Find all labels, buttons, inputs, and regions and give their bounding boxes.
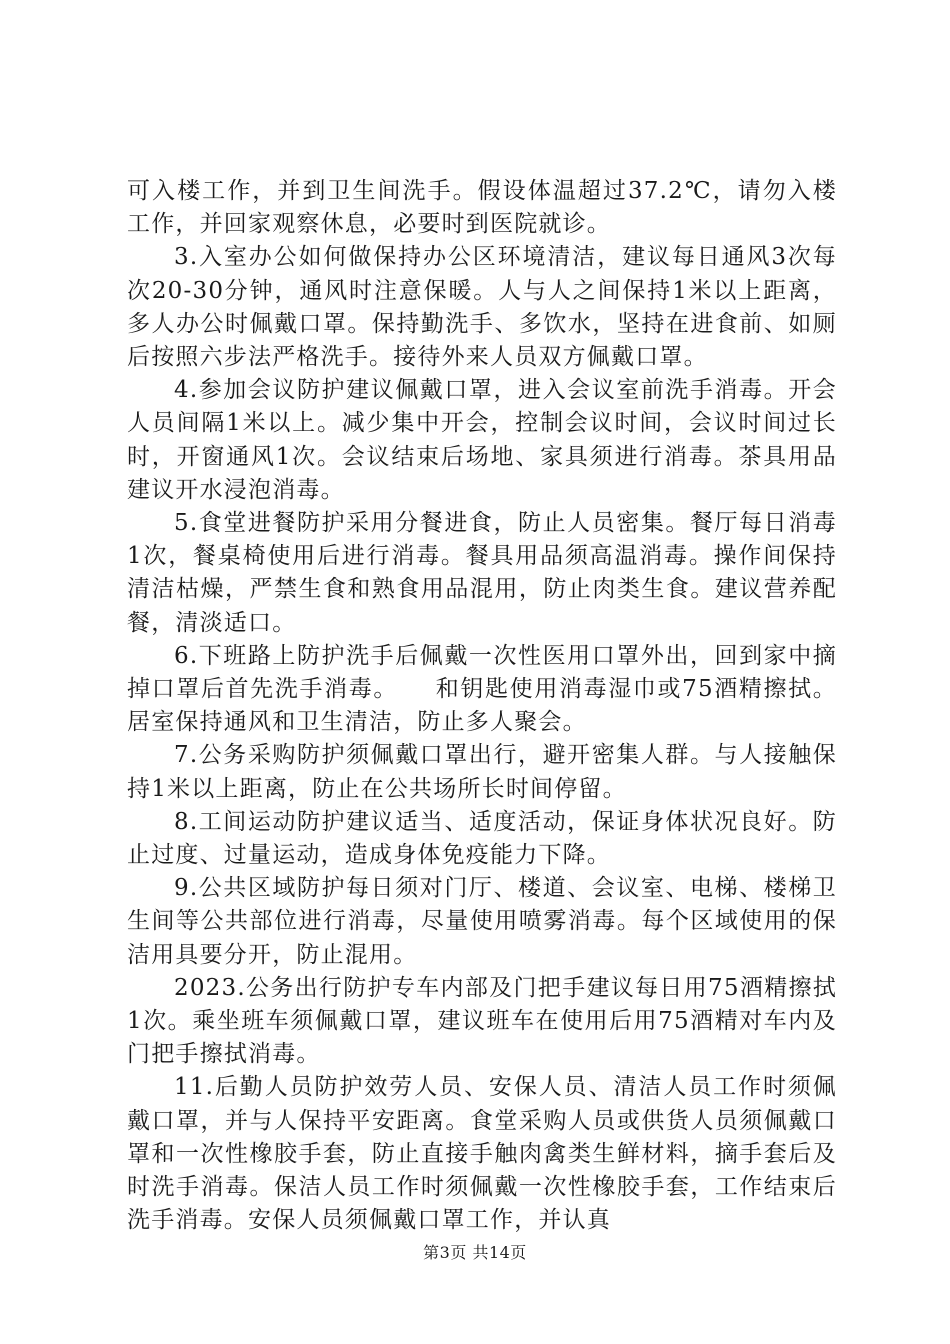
paragraph-item-4: 4.参加会议防护建议佩戴口罩，进入会议室前洗手消毒。开会人员间隔1米以上。减少集中开会，控制会议时间，会议时间过长时，开窗通风1次。会议结束后场地、家具须进行消毒。茶具用品建议开水浸泡消毒。 <box>127 377 837 503</box>
paragraph-item-11: 11.后勤人员防护效劳人员、安保人员、清洁人员工作时须佩戴口罩，并与人保持平安距离。食堂采购人员或供货人员须佩戴口罩和一次性橡胶手套，防止直接手触肉禽类生鲜材料，摘手套后及时洗手消毒。保洁人员工作时须佩戴一次性橡胶手套，工作结束后洗手消毒。安保人员须佩戴口罩工作，并认真 <box>127 1074 837 1234</box>
paragraph-item-10: 2023.公务出行防护专车内部及门把手建议每日用75酒精擦拭1次。乘坐班车须佩戴口罩，建议班车在使用后用75酒精对车内及门把手擦拭消毒。 <box>127 974 837 1068</box>
paragraph-item-3: 3.入室办公如何做保持办公区环境清洁，建议每日通风3次每次20-30分钟，通风时注意保暖。人与人之间保持1米以上距离，多人办公时佩戴口罩。保持勤洗手、多饮水，坚持在进食前、如厕后按照六步法严格洗手。接待外来人员双方佩戴口罩。 <box>127 244 837 371</box>
paragraph-continuation: 可入楼工作，并到卫生间洗手。假设体温超过37.2℃，请勿入楼工作，并回家观察休息，必要时到医院就诊。 <box>127 178 837 238</box>
paragraph-item-6: 6.下班路上防护洗手后佩戴一次性医用口罩外出，回到家中摘掉口罩后首先洗手消毒。 和钥匙使用消毒湿巾或75酒精擦拭。居室保持通风和卫生清洁，防止多人聚会。 <box>127 642 837 736</box>
paragraph-item-9: 9.公共区域防护每日须对门厅、楼道、会议室、电梯、楼梯卫生间等公共部位进行消毒，尽量使用喷雾消毒。每个区域使用的保洁用具要分开，防止混用。 <box>127 875 837 968</box>
paragraph-item-8: 8.工间运动防护建议适当、适度活动，保证身体状况良好。防止过度、过量运动，造成身体免疫能力下降。 <box>127 808 837 869</box>
document-body <box>127 175 837 1238</box>
paragraph-item-7: 7.公务采购防护须佩戴口罩出行，避开密集人群。与人接触保持1米以上距离，防止在公共场所长时间停留。 <box>127 742 837 802</box>
paragraph-item-5: 5.食堂进餐防护采用分餐进食，防止人员密集。餐厅每日消毒1次，餐桌椅使用后进行消毒。餐具用品须高温消毒。操作间保持清洁枯燥，严禁生食和熟食用品混用，防止肉类生食。建议营养配餐，清淡适口。 <box>127 510 837 636</box>
page-number-footer: 第3页 共14页 <box>423 1243 527 1262</box>
